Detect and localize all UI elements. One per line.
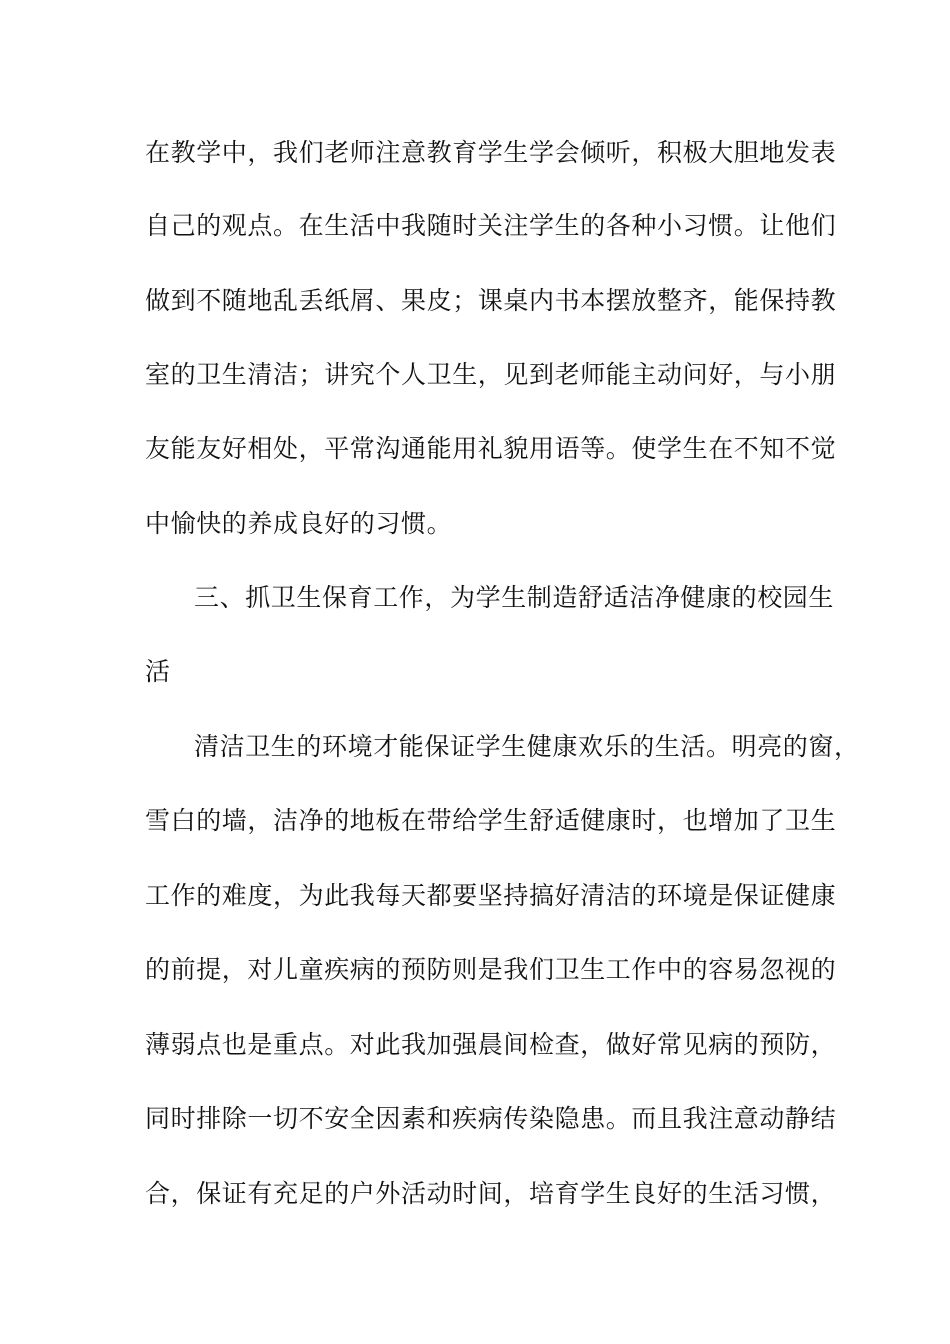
paragraph-line: 同时排除一切不安全因素和疾病传染隐患。而且我注意动静结 bbox=[145, 1104, 837, 1133]
paragraph-line: 友能友好相处，平常沟通能用礼貌用语等。使学生在不知不觉 bbox=[145, 434, 837, 463]
paragraph-line: 的前提，对儿童疾病的预防则是我们卫生工作中的容易忽视的 bbox=[145, 955, 837, 984]
paragraph-line: 工作的难度，为此我每天都要坚持搞好清洁的环境是保证健康 bbox=[145, 881, 837, 910]
paragraph-line: 中愉快的养成良好的习惯。 bbox=[145, 509, 453, 538]
section-heading-line: 活 bbox=[145, 657, 171, 686]
section-heading-line: 三、抓卫生保育工作，为学生制造舒适洁净健康的校园生 bbox=[194, 583, 835, 612]
paragraph-line: 薄弱点也是重点。对此我加强晨间检查，做好常见病的预防， bbox=[145, 1030, 837, 1059]
paragraph-line: 雪白的墙，洁净的地板在带给学生舒适健康时，也增加了卫生 bbox=[145, 806, 837, 835]
paragraph-line: 清洁卫生的环境才能保证学生健康欢乐的生活。明亮的窗， bbox=[194, 732, 860, 761]
paragraph-line: 合，保证有充足的户外活动时间，培育学生良好的生活习惯， bbox=[145, 1179, 837, 1208]
paragraph-line: 做到不随地乱丢纸屑、果皮；课桌内书本摆放整齐，能保持教 bbox=[145, 286, 837, 315]
paragraph-line: 在教学中，我们老师注意教育学生学会倾听，积极大胆地发表 bbox=[145, 138, 837, 167]
paragraph-line: 室的卫生清洁；讲究个人卫生，见到老师能主动问好，与小朋 bbox=[145, 360, 837, 389]
paragraph-line: 自己的观点。在生活中我随时关注学生的各种小习惯。让他们 bbox=[145, 211, 837, 240]
